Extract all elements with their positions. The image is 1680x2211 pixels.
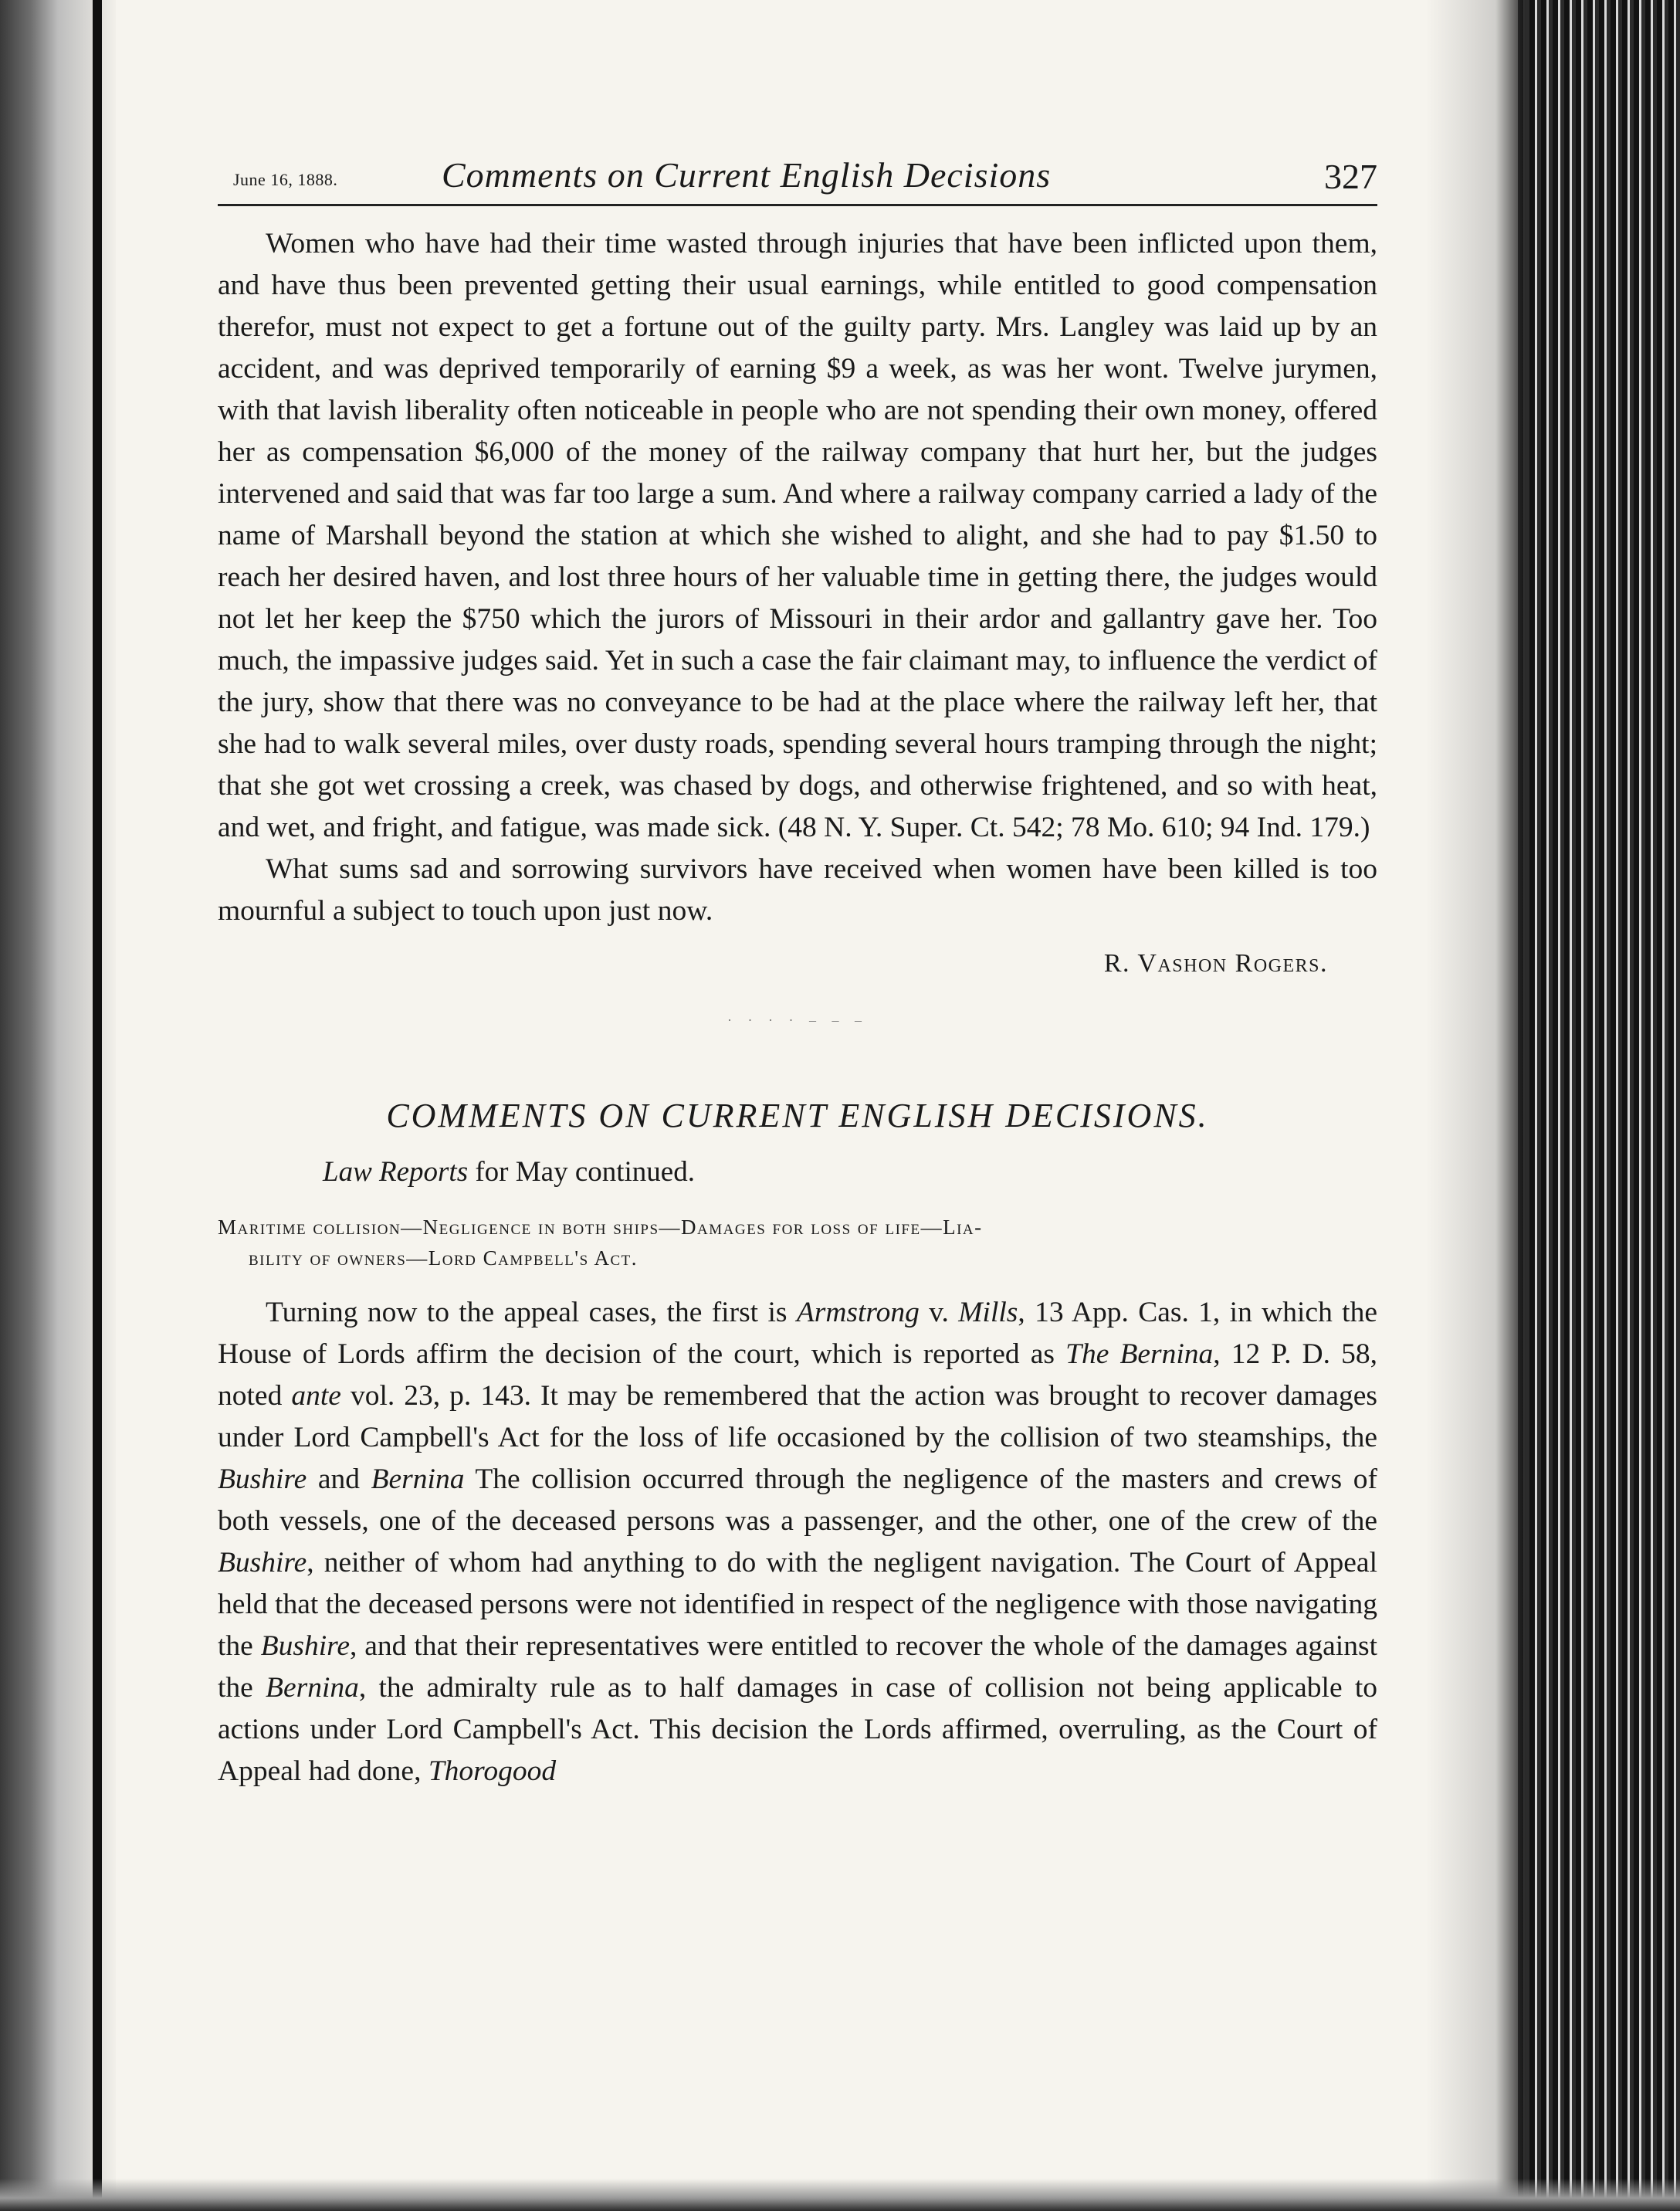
section-separator: · · · · ‒ ‒ ‒ — [727, 1012, 868, 1028]
latin-term: ante — [291, 1380, 341, 1412]
case-name: Armstrong — [796, 1297, 920, 1328]
ship-name: Bushire — [260, 1630, 350, 1662]
article-paragraph: Women who have had their time wasted through injuries that have been inflicted upon them, and have thus been prevented getting their usual earnings, while entitled to good compensation therefor, must not expect to get a fortune out of the guilty party. Mrs. Langley was laid up by an accident, and was deprived temporarily of earning $9 a week, as was her wont. Twelve jurymen, with that lavish liberality often noticeable in people who are not spending their own money, offered her as compensation $6,000 of the money of the railway company that hurt her, but the judges intervened and said that was far too large a sum. And where a railway company carried a lady of the name of Marshall beyond the station at which she wished to alight, and she had to pay $1.50 to reach her desired haven, and lost three hours of her valuable time in getting there, the judges would not let her keep the $750 which the jurors of Missouri in their ardor and gallantry gave her. Too much, the impassive judges said. Yet in such a case the fair claimant may, to influence the verdict of the jury, show that there was no conveyance to be had at the place where the railway left her, that she had to walk several miles, over dusty roads, spending several hours tramping through the night; that she got wet crossing a creek, was chased by dogs, and otherwise frightened, and so with heat, and wet, and fright, and fatigue, was made sick. (48 N. Y. Super. Ct. 542; 78 Mo. 610; 94 Ind. 179.) — [218, 228, 1377, 843]
subtitle-italic: Law Reports — [323, 1156, 469, 1188]
text-run: The collision occurred through the negligence of the masters and crews of both vessels, one of the deceased persons was a passenger, and the other, one of the crew of the — [218, 1463, 1377, 1537]
text-run: , neither of whom had anything to do with the negligent navigation. The Court of Appeal held that the deceased persons were not identified in respect of the negligence with those navigating the — [218, 1547, 1377, 1662]
case-name: Thorogood — [428, 1755, 557, 1787]
text-run: , 12 P. D. 58, noted — [218, 1338, 1378, 1412]
text-run: v. — [919, 1297, 959, 1328]
ship-name: Bushire — [218, 1463, 307, 1495]
left-binding-edge — [0, 0, 116, 2211]
running-head-title: Comments on Current English Decisions — [442, 155, 1052, 195]
text-run: , the admiralty rule as to half damages in case of collision not being applicable to actions under Lord Campbell's Act. This decision the Lords affirmed, overruling, as the Court of Appeal had done, — [218, 1672, 1377, 1787]
text-run: , 13 App. Cas. 1, in which the House of Lords affirm the decision of the court, which is reported as — [218, 1297, 1377, 1370]
ship-name: Bernina — [266, 1672, 359, 1704]
text-run: and — [307, 1463, 371, 1495]
headnote-line: bility of owners—Lord Campbell's Act. — [249, 1246, 638, 1270]
ship-name: Bernina — [371, 1463, 465, 1495]
case-name: The Bernina — [1065, 1338, 1214, 1370]
case-name: Mills — [958, 1297, 1018, 1328]
text-run: , and that their representatives were entitled to recover the whole of the damages against the — [218, 1630, 1377, 1704]
headnote-line: Maritime collision—Negligence in both ships—Damages for loss of life—Lia- — [218, 1216, 983, 1239]
section-title: COMMENTS ON CURRENT ENGLISH DECISIONS. — [386, 1097, 1209, 1134]
section-subtitle — [218, 1155, 1377, 1189]
running-head — [218, 139, 1377, 206]
page-content — [218, 139, 1377, 1792]
text-run: Turning now to the appeal cases, the first is — [266, 1297, 797, 1328]
subtitle-rest: for May continued. — [468, 1156, 695, 1188]
text-run: vol. 23, p. 143. It may be remembered that the action was brought to recover damages under Lord Campbell's Act for the loss of life occasioned by the collision of two steamships, the — [218, 1380, 1377, 1453]
page-number: 327 — [1324, 157, 1377, 196]
case-commentary — [218, 1292, 1377, 1792]
author-signature: R. Vashon Rogers. — [1103, 949, 1328, 978]
ship-name: Bushire — [218, 1547, 307, 1579]
case-paragraph — [218, 1292, 1377, 1792]
right-binding-shadow — [1425, 0, 1526, 2211]
running-head-date: June 16, 1888. — [233, 170, 338, 189]
article-body — [218, 223, 1377, 932]
case-headnote — [218, 1212, 1377, 1273]
right-binding-edge — [1518, 0, 1680, 2211]
left-binding-rule — [93, 0, 102, 2211]
bottom-page-edge — [0, 2179, 1680, 2211]
article-paragraph: What sums sad and sorrowing survivors have received when women have been killed is too mournful a subject to touch upon just now. — [218, 853, 1377, 927]
